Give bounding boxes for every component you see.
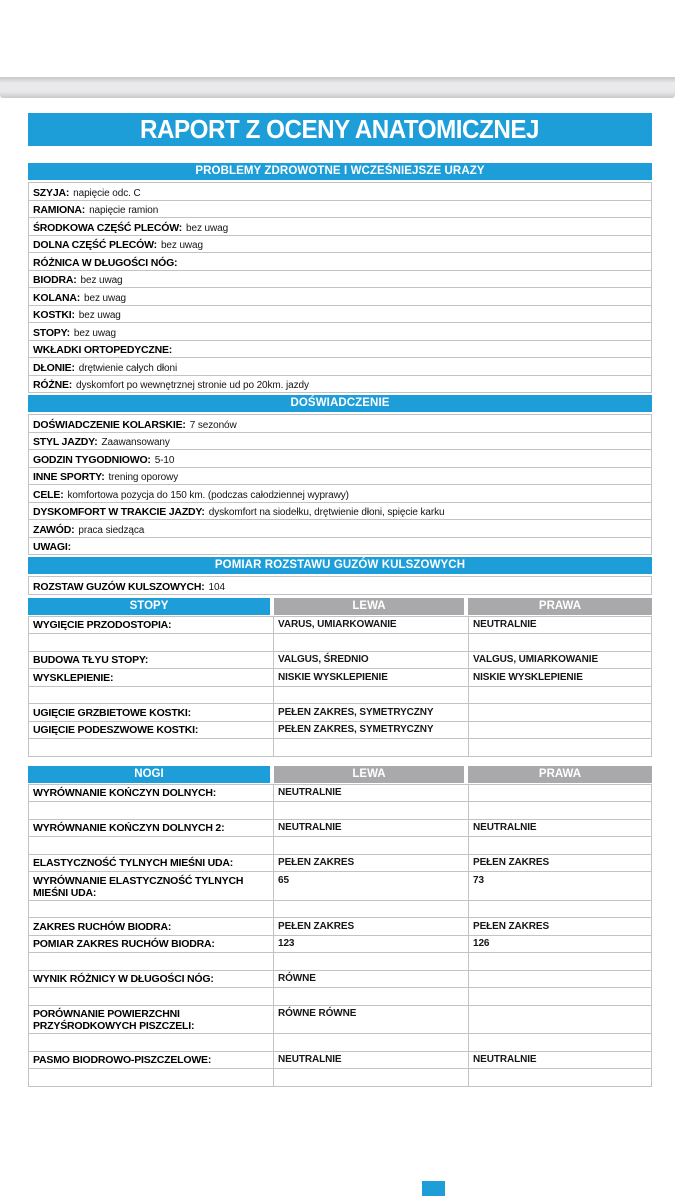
table-cell-left — [274, 739, 469, 756]
feet-table-header — [28, 598, 652, 615]
report-row — [29, 236, 651, 254]
row-label: GODZIN TYGODNIOWO: — [33, 453, 151, 466]
table-cell-label: WYNIK RÓŻNICY W DŁUGOŚCI NÓG: — [29, 971, 274, 988]
table-row — [29, 953, 651, 971]
table-header-left: LEWA — [274, 766, 464, 783]
table-cell-left — [274, 953, 469, 970]
legs-table-body — [28, 784, 652, 1087]
table-row — [29, 936, 651, 954]
table-row — [29, 1069, 651, 1087]
report-row — [29, 468, 651, 486]
table-cell-right — [469, 785, 651, 802]
table-cell-right — [469, 837, 651, 854]
table-cell-left: RÓWNE RÓWNE — [274, 1006, 469, 1034]
table-cell-right — [469, 953, 651, 970]
next-page-content-sliver — [422, 1181, 445, 1196]
table-row — [29, 802, 651, 820]
table-header-left: LEWA — [274, 598, 464, 615]
table-cell-label — [29, 1069, 274, 1086]
table-row — [29, 901, 651, 919]
row-label: SZYJA: — [33, 186, 70, 199]
row-value: napięcie ramion — [89, 205, 159, 216]
table-row — [29, 837, 651, 855]
table-cell-right — [469, 722, 651, 739]
row-label: ZAWÓD: — [33, 523, 75, 536]
row-label: STOPY: — [33, 326, 70, 339]
row-label: RAMIONA: — [33, 204, 86, 216]
table-cell-left: 65 — [274, 872, 469, 900]
table-cell-label — [29, 953, 274, 970]
table-cell-label: WYSKLEPIENIE: — [29, 669, 274, 686]
report-page — [28, 113, 652, 1087]
row-value: praca siedząca — [78, 524, 145, 536]
row-value: bez uwag — [186, 222, 229, 234]
table-cell-right: 126 — [473, 938, 490, 949]
row-value: bez uwag — [80, 275, 123, 286]
table-cell-label: POMIAR ZAKRES RUCHÓW BIODRA: — [29, 936, 274, 953]
row-label: KOLANA: — [33, 291, 81, 304]
row-value: trening oporowy — [108, 472, 179, 483]
report-row — [29, 201, 651, 219]
row-label: STYL JAZDY: — [33, 436, 98, 448]
table-header-right: PRAWA — [468, 598, 652, 615]
table-row — [29, 687, 651, 705]
report-row — [29, 288, 651, 306]
table-cell-left — [274, 1034, 469, 1051]
table-cell-left: PEŁEN ZAKRES, SYMETRYCZNY — [274, 722, 469, 739]
row-value: bez uwag — [78, 310, 121, 321]
row-label: KOSTKI: — [33, 309, 75, 321]
row-label: UWAGI: — [33, 541, 71, 553]
section-rows — [28, 414, 652, 555]
table-cell-label: WYRÓWNANIE ELASTYCZNOŚĆ TYLNYCH MIEŚNI UDA: — [29, 872, 274, 900]
row-label: RÓŻNICA W DŁUGOŚCI NÓG: — [33, 256, 178, 269]
table-cell-left: RÓWNE — [274, 971, 469, 988]
row-value: komfortowa pozycja do 150 km. (podczas całodziennej wyprawy) — [67, 489, 349, 501]
report-row — [29, 538, 651, 556]
table-cell-left — [274, 802, 469, 819]
row-label: WKŁADKI ORTOPEDYCZNE: — [33, 344, 173, 356]
table-cell-left: 123 — [274, 936, 469, 953]
table-cell-right: VALGUS, UMIARKOWANIE — [473, 654, 599, 665]
table-cell-right: PEŁEN ZAKRES — [473, 857, 550, 868]
table-row — [29, 855, 651, 873]
table-cell-left — [274, 901, 469, 918]
row-label: RÓŻNE: — [33, 379, 73, 391]
row-value: 5-10 — [154, 454, 175, 466]
legs-table-header — [28, 766, 652, 783]
report-row — [29, 433, 651, 451]
legs-table — [28, 766, 652, 1087]
table-cell-label: UGIĘCIE GRZBIETOWE KOSTKI: — [29, 704, 274, 721]
row-label: INNE SPORTY: — [33, 471, 105, 483]
table-cell-right — [469, 634, 651, 651]
table-row — [29, 872, 651, 901]
table-cell-right — [469, 687, 651, 704]
row-value: napięcie odc. C — [73, 187, 141, 199]
table-cell-label — [29, 634, 274, 651]
table-cell-left — [274, 837, 469, 854]
table-cell-right: NISKIE WYSKLEPIENIE — [473, 671, 583, 683]
table-row — [29, 669, 651, 687]
row-value: bez uwag — [84, 292, 127, 304]
feet-table-body — [28, 616, 652, 757]
report-title-banner — [28, 113, 652, 146]
table-cell-left: VALGUS, ŚREDNIO — [274, 652, 469, 669]
section-experience — [28, 395, 652, 555]
table-row — [29, 652, 651, 670]
page-break-bar — [0, 77, 675, 98]
table-cell-left — [274, 988, 469, 1005]
table-cell-left: NEUTRALNIE — [274, 1052, 469, 1069]
row-value: bez uwag — [160, 240, 203, 251]
section-header: POMIAR ROZSTAWU GUZÓW KULSZOWYCH — [28, 557, 652, 574]
report-row — [29, 415, 651, 433]
row-value: bez uwag — [73, 327, 116, 339]
table-cell-right — [469, 739, 651, 756]
table-row — [29, 704, 651, 722]
table-cell-label: UGIĘCIE PODESZWOWE KOSTKI: — [29, 722, 274, 739]
table-row — [29, 617, 651, 635]
row-label: DYSKOMFORT W TRAKCIE JAZDY: — [33, 506, 205, 518]
row-label: BIODRA: — [33, 274, 77, 286]
report-row — [29, 577, 651, 595]
table-cell-left — [274, 634, 469, 651]
report-row — [29, 183, 651, 201]
report-row — [29, 503, 651, 521]
table-header-category: STOPY — [28, 598, 270, 615]
table-row — [29, 634, 651, 652]
table-row — [29, 722, 651, 740]
table-cell-right: PEŁEN ZAKRES — [473, 920, 550, 932]
table-row — [29, 785, 651, 803]
table-cell-right: NEUTRALNIE — [473, 1054, 537, 1065]
row-value: dyskomfort po wewnętrznej stronie ud po 20km. jazdy — [76, 380, 309, 391]
row-label: DOŚWIADCZENIE KOLARSKIE: — [33, 418, 186, 431]
report-row — [29, 520, 651, 538]
table-row — [29, 1034, 651, 1052]
table-cell-label — [29, 1034, 274, 1051]
table-cell-label: ELASTYCZNOŚĆ TYLNYCH MIEŚNI UDA: — [29, 855, 274, 872]
table-cell-label — [29, 739, 274, 756]
table-cell-label: PORÓWNANIE POWIERZCHNI PRZYŚRODKOWYCH PISZCZELI: — [29, 1006, 274, 1034]
feet-table — [28, 598, 652, 757]
table-cell-right — [469, 1006, 651, 1034]
report-row — [29, 218, 651, 236]
table-row — [29, 1052, 651, 1070]
table-cell-right — [469, 971, 651, 988]
section-header: DOŚWIADCZENIE — [28, 395, 652, 412]
section-header: PROBLEMY ZDROWOTNE I WCZEŚNIEJSZE URAZY — [28, 163, 652, 180]
table-cell-right — [469, 988, 651, 1005]
report-row — [29, 271, 651, 289]
table-cell-label: WYRÓWNANIE KOŃCZYN DOLNYCH: — [29, 785, 274, 802]
table-row — [29, 1006, 651, 1035]
table-cell-left — [274, 1069, 469, 1086]
table-cell-right: 73 — [473, 874, 484, 886]
table-cell-left: VARUS, UMIARKOWANIE — [274, 617, 469, 634]
table-cell-right — [469, 1034, 651, 1051]
table-cell-left: PEŁEN ZAKRES — [274, 918, 469, 935]
report-row — [29, 376, 651, 394]
table-cell-label — [29, 802, 274, 819]
section-sit-bones — [28, 557, 652, 595]
table-row — [29, 820, 651, 838]
table-row — [29, 739, 651, 757]
table-cell-label: ZAKRES RUCHÓW BIODRA: — [29, 918, 274, 935]
row-value: 7 sezonów — [189, 419, 237, 431]
report-row — [29, 323, 651, 341]
table-cell-label — [29, 901, 274, 918]
table-row — [29, 988, 651, 1006]
table-cell-right: NEUTRALNIE — [473, 822, 537, 833]
table-header-category: NOGI — [28, 766, 270, 783]
section-rows — [28, 182, 652, 393]
table-cell-label: WYRÓWNANIE KOŃCZYN DOLNYCH 2: — [29, 820, 274, 837]
row-value: drętwienie całych dłoni — [78, 362, 178, 374]
table-row — [29, 918, 651, 936]
row-label: ROZSTAW GUZÓW KULSZOWYCH: — [33, 580, 205, 593]
table-cell-label: BUDOWA TŁYU STOPY: — [29, 652, 274, 669]
table-cell-label — [29, 988, 274, 1005]
report-row — [29, 306, 651, 324]
row-label: CELE: — [33, 488, 64, 501]
table-cell-right — [469, 901, 651, 918]
table-cell-right: NEUTRALNIE — [473, 619, 537, 630]
report-row — [29, 358, 651, 376]
row-value: Zaawansowany — [101, 437, 170, 448]
table-cell-label: PASMO BIODROWO-PISZCZELOWE: — [29, 1052, 274, 1069]
table-cell-right — [469, 704, 651, 721]
table-cell-label: WYGIĘCIE PRZODOSTOPIA: — [29, 617, 274, 634]
section-health-problems — [28, 163, 652, 393]
table-cell-right — [469, 1069, 651, 1086]
table-cell-label — [29, 837, 274, 854]
table-header-right: PRAWA — [468, 766, 652, 783]
table-cell-right — [469, 802, 651, 819]
row-value: 104 — [208, 581, 225, 593]
section-rows — [28, 576, 652, 595]
report-title: RAPORT Z OCENY ANATOMICZNEJ — [140, 114, 540, 144]
report-row — [29, 253, 651, 271]
table-cell-left — [274, 687, 469, 704]
table-cell-left: PEŁEN ZAKRES — [274, 855, 469, 872]
row-value: dyskomfort na siodełku, drętwienie dłoni, spięcie karku — [208, 507, 445, 518]
row-label: DŁONIE: — [33, 361, 75, 374]
table-cell-left: PEŁEN ZAKRES, SYMETRYCZNY — [274, 704, 469, 721]
table-row — [29, 971, 651, 989]
table-cell-left: NISKIE WYSKLEPIENIE — [274, 669, 469, 686]
row-label: DOLNA CZĘŚĆ PLECÓW: — [33, 239, 157, 251]
report-row — [29, 485, 651, 503]
table-cell-label — [29, 687, 274, 704]
table-cell-left: NEUTRALNIE — [274, 820, 469, 837]
report-row — [29, 341, 651, 359]
row-label: ŚRODKOWA CZĘŚĆ PLECÓW: — [33, 221, 183, 234]
table-cell-left: NEUTRALNIE — [274, 785, 469, 802]
report-row — [29, 450, 651, 468]
